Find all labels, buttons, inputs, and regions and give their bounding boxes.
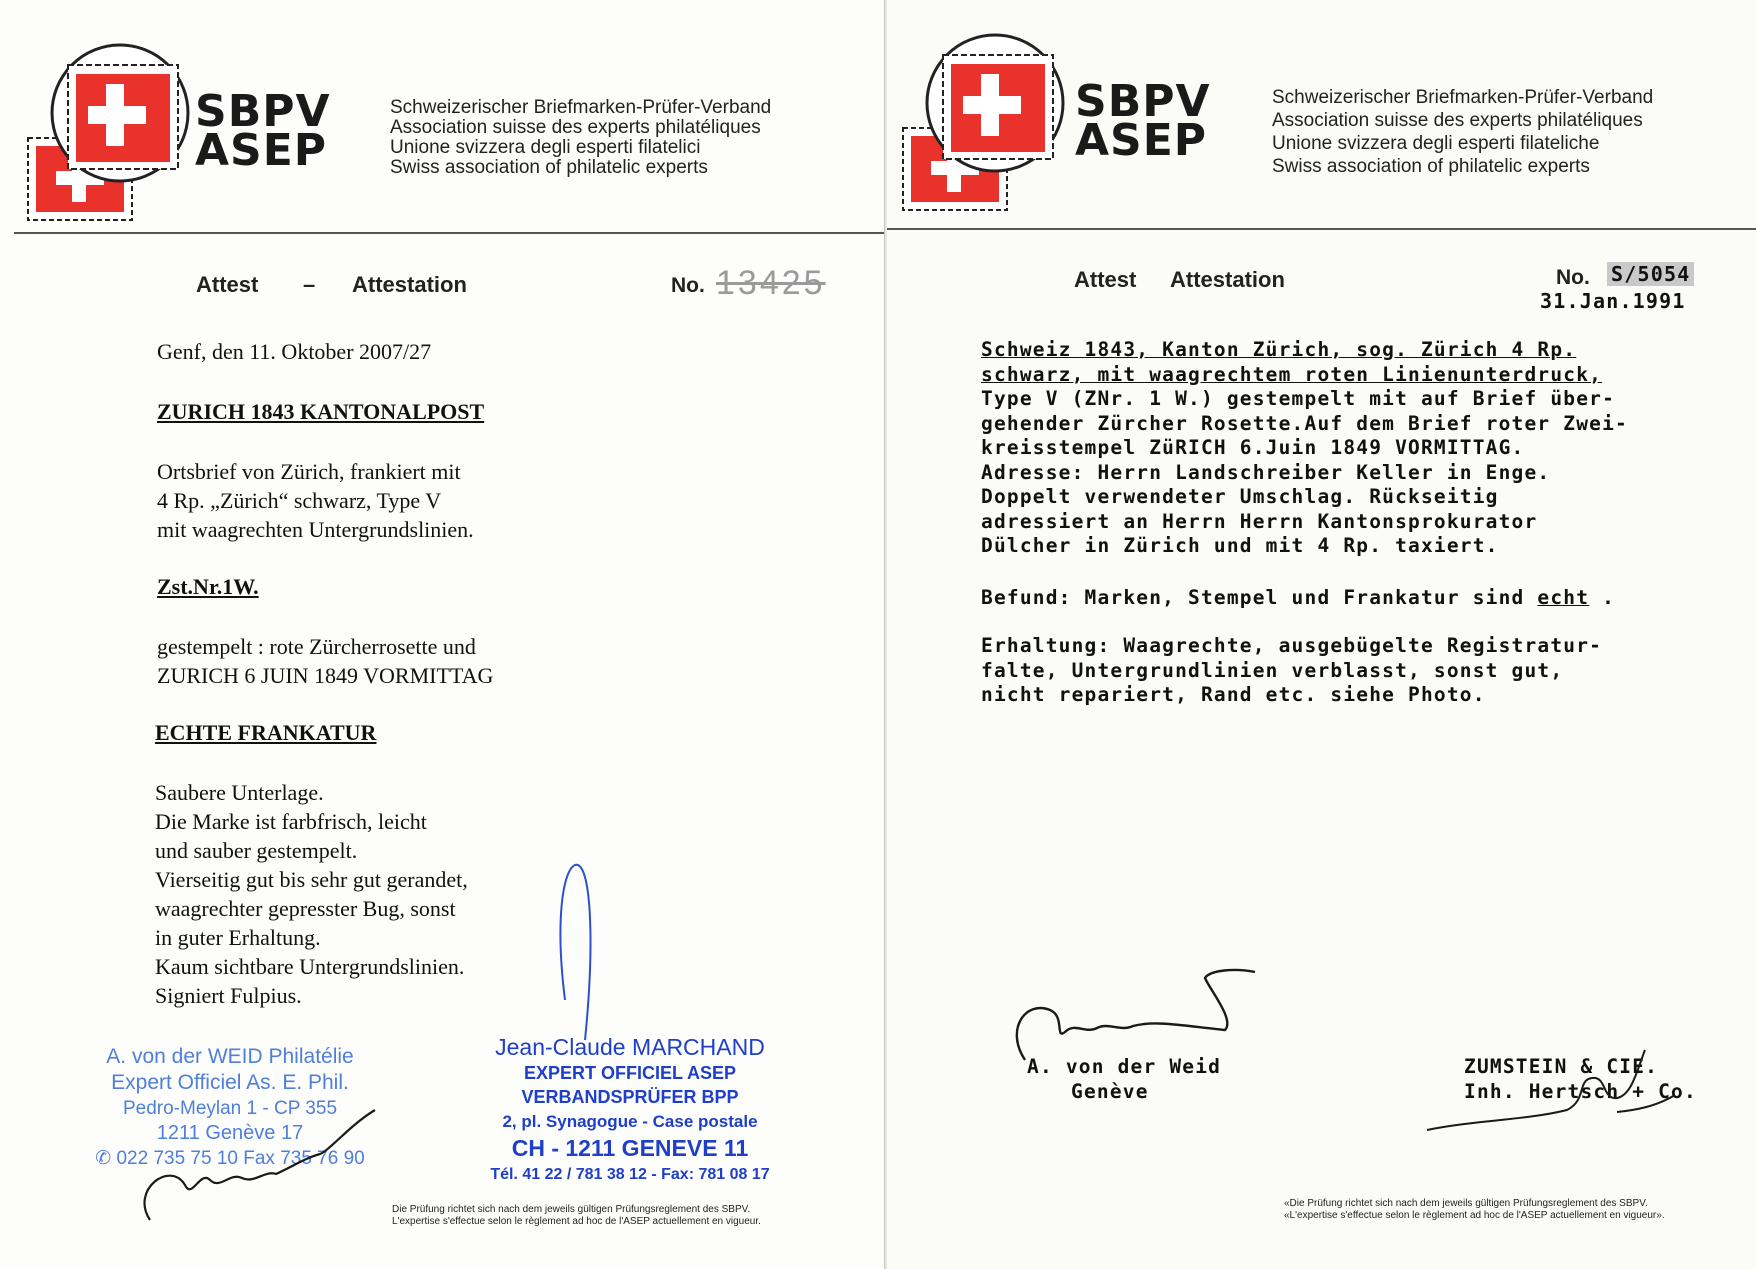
condition-notes: Saubere Unterlage. Die Marke ist farbfrisch, leicht und sauber gestempelt. Vierseitig gut bis sehr gut gerandet, waagrechter gepresster Bug, sonst in guter Erhaltung. Kaum sichtbare Untergrundslinien. Signiert Fulpius. — [155, 780, 468, 1008]
condition-notes: Erhaltung: Waagrechte, ausgebügelte Registratur- falte, Untergrundlinien verblasst, sonst gut, nicht repariert, Rand etc. siehe Photo. — [981, 634, 1603, 706]
number-label: No. — [671, 274, 705, 297]
finding: Befund: Marken, Stempel und Frankatur sind echt . — [981, 586, 1616, 609]
place-date: Genf, den 11. Oktober 2007/27 — [157, 339, 432, 364]
certificate-right — [887, 0, 1756, 1269]
signature-left — [130, 1100, 390, 1230]
sbpv-logo — [20, 40, 190, 225]
attest-dash: – — [303, 272, 316, 297]
certificate-number: 13425 — [716, 264, 826, 302]
verdict: ECHTE FRANKATUR — [155, 720, 377, 745]
sbpv-logo — [895, 30, 1065, 215]
brand-name: SBPV ASEP — [1075, 76, 1211, 166]
brand-name: SBPV ASEP — [195, 86, 331, 176]
finding-verdict: echt — [1537, 586, 1590, 609]
number-label: No. — [1556, 266, 1590, 289]
cancellation: gestempelt : rote Zürcherrosette und ZURICH 6 JUIN 1849 VORMITTAG — [157, 634, 494, 688]
catalog-number: Zst.Nr.1W. — [157, 574, 259, 599]
attest-label: Attest — [1074, 267, 1137, 292]
header-rule — [14, 232, 885, 234]
association-names: Schweizerischer Briefmarken-Prüfer-Verband Association suisse des experts philatéliques Unione svizzera degli esperti filateliche Swiss association of philatelic experts — [1272, 87, 1654, 177]
attestation-label: Attestation — [352, 272, 467, 297]
expert-stamp-marchand: Jean-Claude MARCHAND EXPERT OFFICIEL ASEP VERBANDSPRÜFER BPP 2, pl. Synagogue - Case postale CH - 1211 GENEVE 11 Tél. 41 22 / 781 38 12 - Fax: 781 08 17 — [490, 1034, 770, 1183]
pen-mark — [555, 860, 615, 1050]
certificate-date: 31.Jan.1991 — [1540, 289, 1686, 313]
heading: ZURICH 1843 KANTONALPOST — [157, 399, 485, 424]
footer-note: Die Prüfung richtet sich nach dem jeweils gültigen Prüfungsreglement des SBPV. L'expertise s'effectue selon le règlement ad hoc de l'ASEP actuellement en vigueur. — [392, 1204, 761, 1227]
signature-zumstein — [1417, 1040, 1677, 1140]
footer-note: «Die Prüfung richtet sich nach dem jeweils gültigen Prüfungsreglement des SBPV. «L'expertise s'effectue selon le règlement ad hoc de l'ASEP actuellement en vigueur». — [1284, 1198, 1665, 1221]
signer-zumstein: ZUMSTEIN & CIE. Inh. Hertsch + Co. — [1464, 1055, 1697, 1103]
attestation-label: Attestation — [1170, 267, 1285, 292]
description: Ortsbrief von Zürich, frankiert mit 4 Rp. „Zürich“ schwarz, Type V mit waagrechten Untergrundslinien. — [157, 459, 474, 542]
description: Schweiz 1843, Kanton Zürich, sog. Zürich 4 Rp. schwarz, mit waagrechtem roten Linienunterdruck, Type V (ZNr. 1 W.) gestempelt mit auf Brief über- gehender Zürcher Rosette.Auf dem Brief roter Zwei- kreisstempel ZüRICH 6.Juin 1849 VORMITTAG. Adresse: Herrn Landschreiber Keller in Enge. Doppelt verwendeter Umschlag. Rückseitig adressiert an Herrn Herrn Kantonsprokurator Dülcher in Zürich und mit 4 Rp. taxiert. — [981, 338, 1628, 557]
signature-weid — [1005, 960, 1265, 1070]
association-names: Schweizerischer Briefmarken-Prüfer-Verband Association suisse des experts philatéliques Unione svizzera degli esperti filatelici Swiss association of philatelic experts — [390, 97, 772, 178]
attest-label: Attest — [196, 272, 259, 297]
expert-stamp-weid: A. von der WEID Philatélie Expert Officiel As. E. Phil. Pedro-Meylan 1 - CP 355 1211 Genève 17 ✆ 022 735 75 10 Fax 735 76 90 — [95, 1045, 365, 1169]
header-rule — [887, 228, 1756, 230]
certificate-number: S/5054 — [1607, 262, 1694, 286]
signer-weid: A. von der Weid Genève — [1027, 1055, 1222, 1103]
